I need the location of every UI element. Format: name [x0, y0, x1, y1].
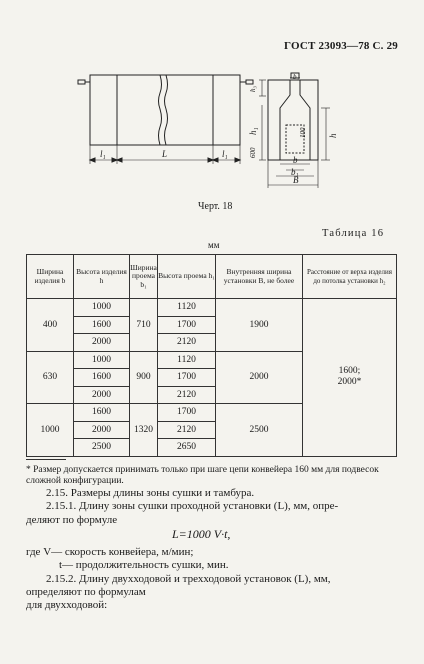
header-distance: Расстояние от верха изделия до потолка установки h₂ — [303, 255, 397, 299]
dim-l1-right: l₁ — [222, 149, 228, 159]
formula: L=1000 V·t, — [172, 527, 231, 541]
cell-height: 1600 — [74, 404, 130, 422]
cell-opening-height: 1700 — [158, 316, 216, 334]
conveyor-stub-left — [78, 80, 85, 84]
cell-height: 2000 — [74, 421, 130, 439]
cell-opening-height: 1700 — [158, 404, 216, 422]
cell-height: 2500 — [74, 439, 130, 457]
paragraph: 2.15.1. Длину зоны сушки проходной установки (L), мм, опре- — [46, 500, 339, 512]
header-height: Высота изделия h — [74, 255, 130, 299]
paragraph-continuation: определяют по формулам — [26, 586, 146, 598]
cell-width: 400 — [27, 299, 74, 352]
dim-l: L — [162, 149, 168, 159]
technical-drawing — [0, 0, 424, 220]
definition-v: где V— скорость конвейера, м/мин; — [26, 546, 194, 558]
footnote: * Размер допускается принимать только при шаге цепи конвейера 160 мм для подвесок сложной конфигурации. — [26, 465, 379, 486]
definition-t: t— продолжительность сушки, мин. — [59, 559, 229, 571]
dim-b: b — [293, 155, 298, 165]
cell-width: 1000 — [27, 404, 74, 457]
opening-right — [300, 80, 310, 160]
page-header: ГОСТ 23093—78 С. 29 — [284, 40, 398, 52]
dim-h1: h₁ — [248, 127, 258, 135]
break-line-1 — [159, 75, 162, 145]
table-header-row — [27, 255, 397, 299]
figure-caption: Черт. 18 — [198, 201, 233, 212]
table-row — [27, 299, 397, 317]
distance-value: 2000* — [337, 377, 362, 388]
footnote-rule — [26, 459, 66, 460]
cell-opening-height: 2120 — [158, 334, 216, 352]
cell-width: 630 — [27, 351, 74, 404]
cell-height: 1600 — [74, 369, 130, 387]
cell-opening-width: 900 — [130, 351, 158, 404]
header-inner-width: Внутренняя ширина установки B, не более — [216, 255, 303, 299]
dim-600: 600 — [249, 147, 257, 158]
table-title: Таблица 16 — [322, 228, 385, 239]
break-line-2 — [165, 75, 168, 145]
cell-height: 1000 — [74, 351, 130, 369]
distance-value: 1600; — [338, 366, 361, 377]
cell-distance — [303, 299, 397, 457]
cell-inner-width: 2500 — [216, 404, 303, 457]
cell-opening-height: 1700 — [158, 369, 216, 387]
cell-opening-width: 710 — [130, 299, 158, 352]
paragraph: 2.15.2. Длину двухходовой и трехходовой установок (L), мм, — [46, 573, 331, 585]
dim-b2-top: b₂ — [293, 73, 299, 81]
cell-inner-width: 2000 — [216, 351, 303, 404]
dim-h3: h₃ — [249, 86, 257, 92]
paragraph: для двухходовой: — [26, 599, 108, 611]
section-heading: 2.15. Размеры длины зоны сушки и тамбура. — [46, 487, 255, 499]
cell-opening-height: 2120 — [158, 386, 216, 404]
conveyor-stub-right — [246, 80, 253, 84]
dim-100: 100 — [299, 127, 307, 138]
cell-opening-height: 1120 — [158, 351, 216, 369]
dim-big-b: B — [293, 175, 299, 185]
cell-opening-height: 1120 — [158, 299, 216, 317]
unit-label: мм — [208, 240, 220, 250]
paragraph-continuation: деляют по формуле — [26, 514, 118, 526]
cell-opening-width: 1320 — [130, 404, 158, 457]
cell-inner-width: 1900 — [216, 299, 303, 352]
opening-left — [280, 80, 290, 160]
cell-height: 2000 — [74, 386, 130, 404]
cell-opening-height: 2650 — [158, 439, 216, 457]
cell-height: 2000 — [74, 334, 130, 352]
header-opening-height: Высота проема h₁ — [158, 255, 216, 299]
data-table — [26, 254, 397, 457]
dim-h-right: h — [328, 133, 338, 138]
cell-height: 1000 — [74, 299, 130, 317]
cell-opening-height: 2120 — [158, 421, 216, 439]
header-opening-width: Ширина проема b₁ — [130, 255, 158, 299]
dim-l1-left: l₁ — [100, 149, 106, 159]
header-width: Ширина изделия b — [27, 255, 74, 299]
dim-b1: b₁ — [291, 167, 299, 177]
cell-height: 1600 — [74, 316, 130, 334]
